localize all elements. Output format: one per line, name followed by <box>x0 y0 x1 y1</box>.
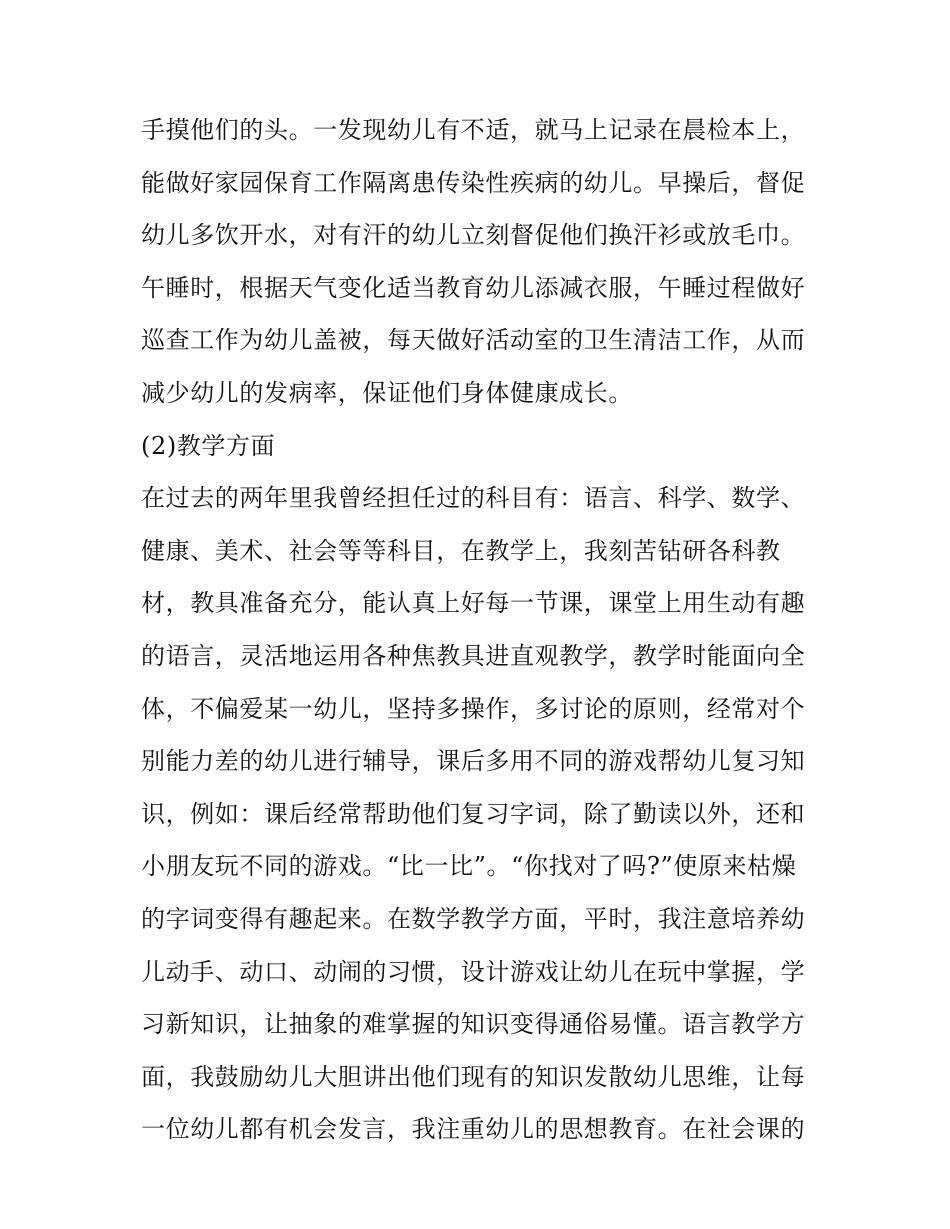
text-line: 面，我鼓励幼儿大胆讲出他们现有的知识发散幼儿思维，让每 <box>141 1062 806 1091</box>
text-line: 习新知识，让抽象的难掌握的知识变得通俗易懂。语言教学方 <box>141 1010 806 1039</box>
document-body <box>141 104 813 1156</box>
text-line: 体，不偏爱某一幼儿，坚持多操作，多讨论的原则，经常对个 <box>141 694 806 723</box>
text-line: 减少幼儿的发病率，保证他们身体健康成长。 <box>141 378 633 407</box>
text-line: 识，例如：课后经常帮助他们复习字词，除了勤读以外，还和 <box>141 799 806 828</box>
text-line: 幼儿多饮开水，对有汗的幼儿立刻督促他们换汗衫或放毛巾。 <box>141 221 806 250</box>
text-line: 小朋友玩不同的游戏。“比一比”。“你找对了吗?”使原来枯燥 <box>141 852 797 881</box>
text-line: 的语言，灵活地运用各种焦教具进直观教学，教学时能面向全 <box>141 641 806 670</box>
text-line: 的字词变得有趣起来。在数学教学方面，平时，我注意培养幼 <box>141 904 806 933</box>
text-line: 在过去的两年里我曾经担任过的科目有：语言、科学、数学、 <box>141 484 806 513</box>
text-line: 午睡时，根据天气变化适当教育幼儿添减衣服，午睡过程做好 <box>141 273 806 302</box>
text-line: 能做好家园保育工作隔离患传染性疾病的幼儿。早操后，督促 <box>141 168 806 197</box>
text-line: 别能力差的幼儿进行辅导，课后多用不同的游戏帮幼儿复习知 <box>141 747 806 776</box>
text-line: 儿动手、动口、动闹的习惯，设计游戏让幼儿在玩中掌握，学 <box>141 957 806 986</box>
text-line: 材，教具准备充分，能认真上好每一节课，课堂上用生动有趣 <box>141 589 806 618</box>
text-line: 巡查工作为幼儿盖被，每天做好活动室的卫生清洁工作，从而 <box>141 326 806 355</box>
section-heading: (2)教学方面 <box>141 431 276 460</box>
text-line: 手摸他们的头。一发现幼儿有不适，就马上记录在晨检本上， <box>141 116 806 144</box>
text-line: 健康、美术、社会等等科目，在教学上，我刻苦钻研各科教 <box>141 536 781 565</box>
text-line: 一位幼儿都有机会发言，我注重幼儿的思想教育。在社会课的 <box>141 1115 806 1144</box>
